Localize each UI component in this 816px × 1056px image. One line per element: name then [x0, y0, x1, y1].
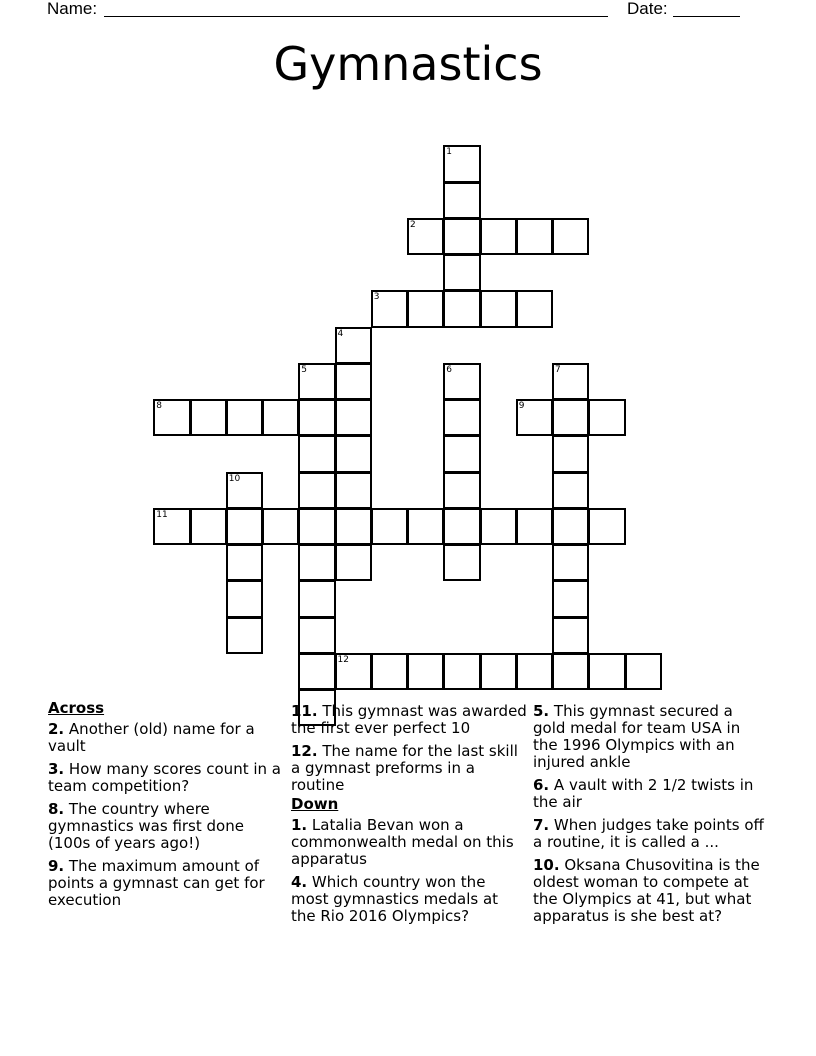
clue-number: 2. [48, 720, 65, 738]
grid-cell[interactable] [443, 653, 480, 690]
grid-cell[interactable] [480, 653, 517, 690]
grid-cell[interactable] [552, 508, 589, 545]
grid-cell[interactable] [552, 218, 589, 255]
grid-cell[interactable] [153, 399, 190, 436]
down-clue-list-continued [533, 703, 769, 925]
grid-cell[interactable] [443, 182, 480, 219]
grid-cell[interactable] [335, 399, 372, 436]
grid-cell[interactable] [298, 435, 335, 472]
clue-item [291, 874, 527, 925]
page-title: Gymnastics [273, 37, 543, 91]
clue-item [533, 817, 769, 851]
clue-number: 12. [291, 742, 318, 760]
grid-cell[interactable] [588, 508, 625, 545]
grid-cell[interactable] [298, 399, 335, 436]
grid-cell[interactable] [262, 399, 299, 436]
grid-cell[interactable] [443, 544, 480, 581]
clue-number: 10. [533, 856, 560, 874]
grid-cell[interactable] [443, 435, 480, 472]
grid-cell[interactable] [226, 472, 263, 509]
grid-cell[interactable] [298, 580, 335, 617]
grid-cell[interactable] [371, 653, 408, 690]
across-heading: Across [48, 699, 105, 717]
across-clue-list [48, 721, 284, 909]
clue-column-2 [291, 703, 527, 931]
grid-cell[interactable] [480, 290, 517, 327]
grid-cell[interactable] [226, 617, 263, 654]
clue-number: 3. [48, 760, 65, 778]
name-label: Name: [47, 0, 98, 18]
clue-number-label: 5 [301, 364, 307, 375]
clue-text: When judges take points off a routine, it is called a ... [533, 816, 764, 851]
grid-cell[interactable] [443, 254, 480, 291]
grid-cell[interactable] [552, 653, 589, 690]
clue-text: The maximum amount of points a gymnast can get for execution [48, 857, 265, 909]
grid-cell[interactable] [298, 472, 335, 509]
grid-cell[interactable] [480, 508, 517, 545]
grid-cell[interactable] [516, 290, 553, 327]
grid-cell[interactable] [335, 472, 372, 509]
clue-number-label: 10 [228, 473, 241, 484]
clue-number-label: 9 [518, 401, 525, 411]
grid-cell[interactable] [552, 435, 589, 472]
grid-cell[interactable] [298, 653, 335, 690]
clue-number-label: 2 [410, 219, 416, 230]
grid-cell[interactable] [298, 508, 335, 545]
date-label: Date: [627, 0, 668, 18]
clue-number-label: 12 [337, 654, 349, 665]
grid-cell[interactable] [516, 653, 553, 690]
clue-text: The name for the last skill a gymnast preforms in a routine [291, 742, 518, 794]
clue-number-label: 1 [446, 147, 452, 158]
grid-cell[interactable] [298, 617, 335, 654]
grid-cell[interactable] [298, 363, 335, 400]
grid-cell[interactable] [516, 399, 553, 436]
clue-number-label: 8 [156, 401, 162, 411]
grid-cell[interactable] [552, 399, 589, 436]
clue-text: How many scores count in a team competition? [48, 760, 281, 795]
grid-cell[interactable] [407, 653, 444, 690]
grid-cell[interactable] [335, 653, 372, 690]
grid-cell[interactable] [625, 653, 662, 690]
clue-text: This gymnast secured a gold medal for team USA in the 1996 Olympics with an injured ankle [533, 702, 741, 771]
clue-item [291, 703, 527, 737]
grid-cell[interactable] [190, 508, 227, 545]
grid-cell[interactable] [552, 617, 589, 654]
grid-cell[interactable] [443, 218, 480, 255]
grid-cell[interactable] [153, 508, 190, 545]
grid-cell[interactable] [226, 508, 263, 545]
clue-item [48, 801, 284, 852]
clue-number: 8. [48, 800, 65, 818]
clue-text: Which country won the most gymnastics medals at the Rio 2016 Olympics? [291, 873, 499, 925]
clue-number: 11. [291, 702, 318, 720]
clue-text: This gymnast was awarded the first ever perfect 10 [291, 702, 527, 737]
clue-item [48, 761, 284, 795]
grid-cell[interactable] [552, 363, 589, 400]
clue-number-label: 4 [337, 328, 344, 339]
grid-cell[interactable] [335, 327, 372, 364]
clue-text: Another (old) name for a vault [48, 720, 255, 755]
grid-cell[interactable] [335, 508, 372, 545]
grid-cell[interactable] [335, 544, 372, 581]
grid-cell[interactable] [407, 508, 444, 545]
clue-text: A vault with 2 1/2 twists in the air [533, 776, 754, 811]
grid-cell[interactable] [443, 145, 480, 182]
grid-cell[interactable] [552, 544, 589, 581]
clue-number-label: 6 [446, 364, 452, 375]
across-clue-list-continued [291, 703, 527, 794]
clue-item [291, 817, 527, 868]
clue-number-label: 7 [555, 364, 561, 375]
clue-item [48, 721, 284, 755]
grid-cell[interactable] [226, 399, 263, 436]
clue-number-label: 11 [156, 509, 168, 520]
clue-number: 9. [48, 857, 65, 875]
grid-cell[interactable] [480, 218, 517, 255]
grid-cell[interactable] [443, 399, 480, 436]
clue-text: The country where gymnastics was first done (100s of years ago!) [48, 800, 244, 852]
grid-cell[interactable] [443, 363, 480, 400]
clue-number: 5. [533, 702, 550, 720]
grid-cell[interactable] [226, 544, 263, 581]
clue-number-label: 3 [373, 292, 380, 303]
grid-cell[interactable] [552, 472, 589, 509]
clue-item [291, 743, 527, 794]
grid-cell[interactable] [190, 399, 227, 436]
grid-cell[interactable] [588, 399, 625, 436]
clue-number: 1. [291, 816, 308, 834]
clue-number: 6. [533, 776, 550, 794]
grid-cell[interactable] [552, 580, 589, 617]
grid-cell[interactable] [516, 508, 553, 545]
grid-cell[interactable] [335, 435, 372, 472]
clue-column-3 [533, 703, 769, 931]
clue-item [533, 703, 769, 771]
down-heading: Down [291, 795, 339, 813]
grid-cell[interactable] [443, 508, 480, 545]
grid-cell[interactable] [407, 290, 444, 327]
grid-cell[interactable] [443, 290, 480, 327]
grid-cell[interactable] [262, 508, 299, 545]
grid-cell[interactable] [226, 580, 263, 617]
clue-text: Oksana Chusovitina is the oldest woman to compete at the Olympics at 41, but what apparatus is she best at? [533, 856, 760, 925]
grid-cell[interactable] [407, 218, 444, 255]
clue-column-1 [48, 700, 284, 915]
down-clue-list [291, 817, 527, 925]
clue-item [533, 857, 769, 925]
clue-text: Latalia Bevan won a commonwealth medal on this apparatus [291, 816, 514, 868]
grid-cell[interactable] [371, 290, 408, 327]
grid-cell[interactable] [371, 508, 408, 545]
grid-cell[interactable] [298, 544, 335, 581]
grid-cell[interactable] [335, 363, 372, 400]
clue-item [48, 858, 284, 909]
clue-number: 7. [533, 816, 550, 834]
grid-cell[interactable] [443, 472, 480, 509]
grid-cell[interactable] [516, 218, 553, 255]
grid-cell[interactable] [588, 653, 625, 690]
clue-number: 4. [291, 873, 308, 891]
clue-item [533, 777, 769, 811]
